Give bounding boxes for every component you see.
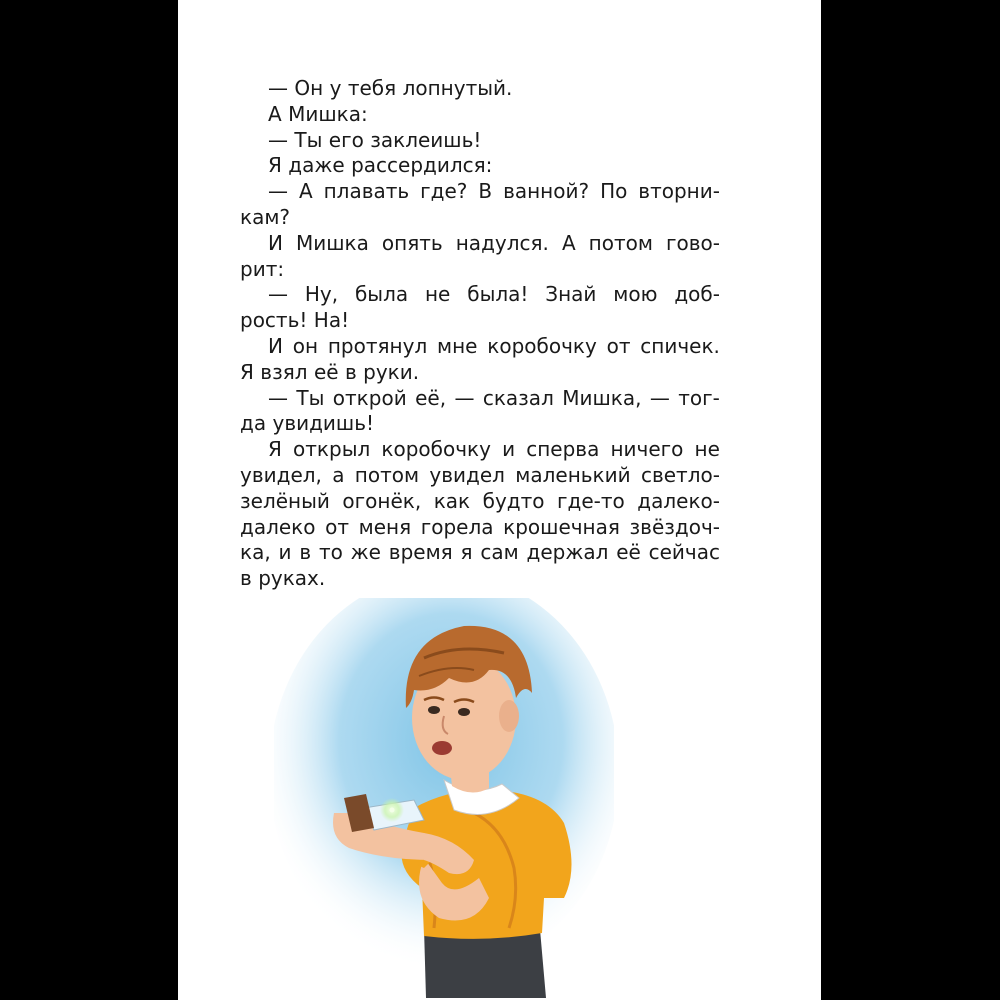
text-line: А Мишка: bbox=[268, 101, 368, 126]
text-line: И Мишка опять надулся. А потом гово- bbox=[268, 230, 720, 255]
paragraph bbox=[240, 76, 720, 102]
paragraph bbox=[240, 386, 720, 438]
text-line: в руках. bbox=[240, 566, 326, 591]
text-line: далеко от меня горела крошечная звёздоч- bbox=[240, 514, 720, 539]
paragraph bbox=[240, 231, 720, 283]
paragraph bbox=[240, 179, 720, 231]
text-line: — Ну, была не была! Знай мою доб- bbox=[268, 282, 720, 307]
paragraph bbox=[240, 282, 720, 334]
text-line: ка, и в то же время я сам держал её сейчас bbox=[240, 540, 720, 565]
text-line: — А плавать где? В ванной? По вторни- bbox=[268, 179, 720, 204]
text-line: кам? bbox=[240, 204, 291, 229]
text-line: Я открыл коробочку и сперва ничего не bbox=[268, 437, 720, 462]
text-line: рит: bbox=[240, 256, 285, 281]
story-text bbox=[240, 76, 720, 592]
text-line: зелёный огонёк, как будто где-то далеко- bbox=[240, 488, 720, 513]
text-line: — Он у тебя лопнутый. bbox=[268, 76, 513, 100]
text-line: рость! На! bbox=[240, 308, 350, 333]
paragraph bbox=[240, 102, 720, 128]
boy-with-matchbox-illustration bbox=[274, 598, 614, 998]
text-line: Я даже рассердился: bbox=[268, 153, 493, 178]
text-line: увидел, а потом увидел маленький светло- bbox=[240, 462, 720, 487]
text-line: — Ты открой её, — сказал Мишка, — тог- bbox=[268, 385, 720, 410]
text-line: — Ты его заклеишь! bbox=[268, 127, 482, 152]
paragraph bbox=[240, 334, 720, 386]
paragraph bbox=[240, 128, 720, 154]
text-line: И он протянул мне коробочку от спичек. bbox=[268, 333, 720, 358]
paragraph bbox=[240, 153, 720, 179]
paragraph bbox=[240, 437, 720, 592]
text-line: да увидишь! bbox=[240, 411, 375, 436]
firefly-spark bbox=[390, 808, 395, 813]
book-page bbox=[178, 0, 821, 1000]
text-line: Я взял её в руки. bbox=[240, 359, 420, 384]
open-mouth bbox=[432, 741, 452, 755]
